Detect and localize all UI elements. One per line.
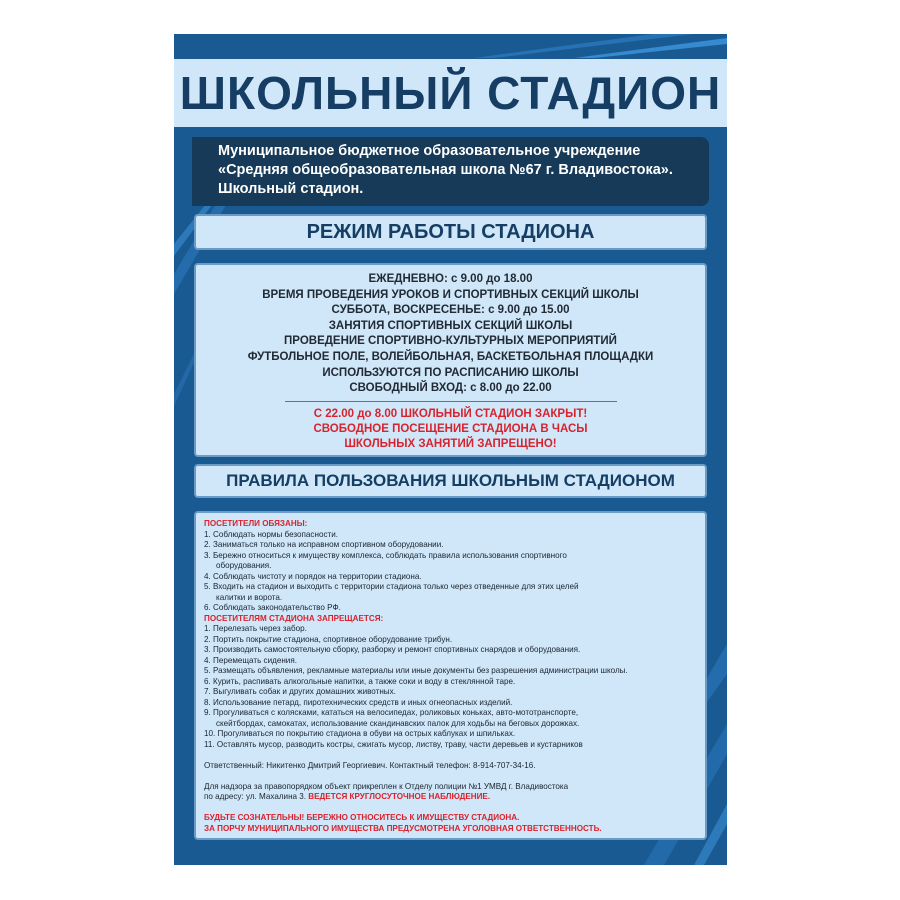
rule-item: оборудования.	[216, 561, 272, 570]
surveillance-notice: ВЕДЕТСЯ КРУГЛОСУТОЧНОЕ НАБЛЮДЕНИЕ.	[308, 792, 491, 801]
rule-item: калитки и ворота.	[216, 592, 283, 602]
rule-item: скейтбордах, самокатах, использование скандинавских палок для ходьбы на беговых дорожках.	[216, 718, 580, 728]
schedule-line: ВРЕМЯ ПРОВЕДЕНИЯ УРОКОВ И СПОРТИВНЫХ СЕКЦИЙ ШКОЛЫ	[262, 288, 639, 301]
schedule-warning: С 22.00 до 8.00 ШКОЛЬНЫЙ СТАДИОН ЗАКРЫТ!	[313, 407, 588, 420]
forbidden-title: ПОСЕТИТЕЛЯМ СТАДИОНА ЗАПРЕЩАЕТСЯ:	[204, 613, 384, 623]
rule-item: 3. Бережно относиться к имуществу комплекса, соблюдать правила использования спортивного	[204, 550, 567, 560]
rule-item: 11. Оставлять мусор, разводить костры, сжигать мусор, листву, траву, части деревьев и кустарников	[204, 739, 583, 749]
rule-item: 7. Выгуливать собак и других домашних животных.	[204, 687, 396, 696]
schedule-box	[194, 263, 707, 457]
schedule-line: ПРОВЕДЕНИЕ СПОРТИВНО-КУЛЬТУРНЫХ МЕРОПРИЯТИЙ	[284, 335, 617, 348]
schedule-line: СУББОТА, ВОСКРЕСЕНЬЕ: с 9.00 до 15.00	[331, 304, 570, 317]
obliged-title: ПОСЕТИТЕЛИ ОБЯЗАНЫ:	[204, 519, 308, 528]
stadium-poster	[174, 34, 727, 865]
schedule-line: ЕЖЕДНЕВНО: с 9.00 до 18.00	[368, 273, 533, 285]
rule-item: 6. Соблюдать законодательство РФ.	[204, 603, 341, 612]
police-address-text: по адресу: ул. Махалина 3.	[204, 792, 307, 801]
schedule-warning: СВОБОДНОЕ ПОСЕЩЕНИЕ СТАДИОНА В ЧАСЫ	[313, 422, 588, 435]
org-line: «Средняя общеобразовательная школа №67 г. Владивостока».	[218, 162, 673, 178]
rule-item: 2. Заниматься только на исправном спортивном оборудовании.	[204, 540, 444, 549]
final-warning: БУДЬТЕ СОЗНАТЕЛЬНЫ! БЕРЕЖНО ОТНОСИТЕСЬ К ИМУЩЕСТВУ СТАДИОНА.	[204, 813, 520, 822]
rule-item: 5. Размещать объявления, рекламные материалы или иные документы без разрешения администрации школы.	[204, 666, 628, 675]
schedule-header: РЕЖИМ РАБОТЫ СТАДИОНА	[194, 214, 707, 250]
organization-box	[192, 137, 709, 206]
police-info: Для надзора за правопорядком объект прикреплен к Отделу полиции №1 УМВД г. Владивостока	[204, 781, 569, 791]
schedule-line: ИСПОЛЬЗУЮТСЯ ПО РАСПИСАНИЮ ШКОЛЫ	[322, 366, 579, 379]
rule-item: 1. Перелезать через забор.	[204, 624, 307, 633]
org-line: Школьный стадион.	[218, 181, 364, 197]
rule-item: 2. Портить покрытие стадиона, спортивное оборудование трибун.	[204, 634, 453, 644]
red-divider	[285, 401, 617, 402]
final-warning: ЗА ПОРЧУ МУНИЦИПАЛЬНОГО ИМУЩЕСТВА ПРЕДУСМОТРЕНА УГОЛОВНАЯ ОТВЕТСТВЕННОСТЬ.	[204, 823, 602, 833]
schedule-line: ЗАНЯТИЯ СПОРТИВНЫХ СЕКЦИЙ ШКОЛЫ	[328, 319, 573, 332]
schedule-line: ФУТБОЛЬНОЕ ПОЛЕ, ВОЛЕЙБОЛЬНАЯ, БАСКЕТБОЛЬНАЯ ПЛОЩАДКИ	[247, 350, 654, 363]
police-address	[204, 792, 697, 803]
org-line: Муниципальное бюджетное образовательное учреждение	[218, 143, 641, 159]
rule-item: 10. Прогуливаться по покрытию стадиона в обуви на острых каблуках и шпильках.	[204, 729, 516, 738]
rule-item: 5. Входить на стадион и выходить с территории стадиона только через отведенные для этих целей	[204, 582, 579, 591]
rule-item: 1. Соблюдать нормы безопасности.	[204, 529, 338, 539]
rule-item: 4. Соблюдать чистоту и порядок на территории стадиона.	[204, 571, 422, 581]
rule-item: 9. Прогуливаться с колясками, кататься на велосипедах, роликовых коньках, авто-мототранспорте,	[204, 708, 579, 717]
rules-header: ПРАВИЛА ПОЛЬЗОВАНИЯ ШКОЛЬНЫМ СТАДИОНОМ	[194, 464, 707, 498]
rule-item: 8. Использование петард, пиротехнических средств и иных огнеопасных изделий.	[204, 697, 513, 707]
rule-item: 4. Перемещать сидения.	[204, 655, 297, 665]
title-band	[174, 59, 727, 127]
rules-box	[194, 511, 707, 840]
poster-title: ШКОЛЬНЫЙ СТАДИОН	[179, 67, 722, 119]
schedule-warning: ШКОЛЬНЫХ ЗАНЯТИЙ ЗАПРЕЩЕНО!	[344, 437, 557, 450]
responsible-person: Ответственный: Никитенко Дмитрий Георгиевич. Контактный телефон: 8-914-707-34-16.	[204, 760, 536, 770]
schedule-line: СВОБОДНЫЙ ВХОД: с 8.00 до 22.00	[349, 382, 552, 395]
rule-item: 6. Курить, распивать алкогольные напитки, а также соки и воду в стеклянной таре.	[204, 676, 516, 686]
rule-item: 3. Производить самостоятельную сборку, разборку и ремонт спортивных снарядов и оборудования.	[204, 645, 581, 654]
